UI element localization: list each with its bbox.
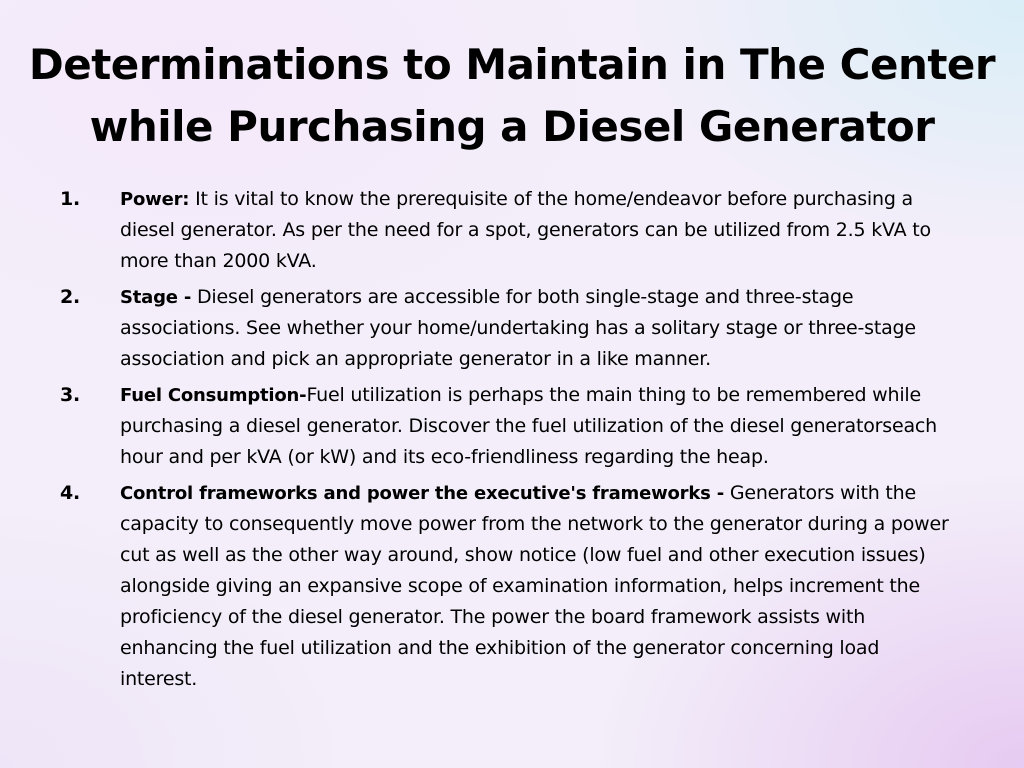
numbered-list	[60, 184, 960, 700]
list-item-text: Fuel utilization is perhaps the main thing to be remembered while purchasing a diesel generator. Discover the fuel utilization of the diesel generatorseach hour and per kVA (or kW) and its eco-friendliness regarding the heap.	[120, 384, 937, 468]
slide-title-line-1: Determinations to Maintain in The Center	[28, 40, 996, 89]
list-item-term: Control frameworks and power the executive's frameworks -	[120, 483, 724, 504]
slide-title	[0, 34, 1024, 158]
list-item-term: Fuel Consumption-	[120, 385, 307, 406]
list-item-power	[60, 184, 960, 277]
list-item-term: Power:	[120, 189, 190, 210]
list-item-number: 2.	[60, 286, 81, 308]
list-item-stage	[60, 282, 960, 375]
list-item-number: 3.	[60, 384, 81, 406]
list-item-number: 1.	[60, 188, 81, 210]
list-item-term: Stage -	[120, 287, 192, 308]
slide-title-line-2: while Purchasing a Diesel Generator	[89, 102, 935, 151]
list-item-text: It is vital to know the prerequisite of the home/endeavor before purchasing a diesel generator. As per the need for a spot, generators can be utilized from 2.5 kVA to more than 2000 kVA.	[120, 188, 931, 272]
list-item-text: Generators with the capacity to consequently move power from the network to the generator during a power cut as well as the other way around, show notice (low fuel and other execution issues) alongside giving an expansive scope of examination information, helps increment the proficiency of the diesel generator. The power the board framework assists with enhancing the fuel utilization and the exhibition of the generator concerning load interest.	[120, 482, 949, 690]
list-item-number: 4.	[60, 482, 81, 504]
list-item-text: Diesel generators are accessible for both single-stage and three-stage associations. See whether your home/undertaking has a solitary stage or three-stage association and pick an appropriate generator in a like manner.	[120, 286, 916, 370]
list-item-fuel-consumption	[60, 380, 960, 473]
list-item-control-frameworks	[60, 478, 960, 695]
